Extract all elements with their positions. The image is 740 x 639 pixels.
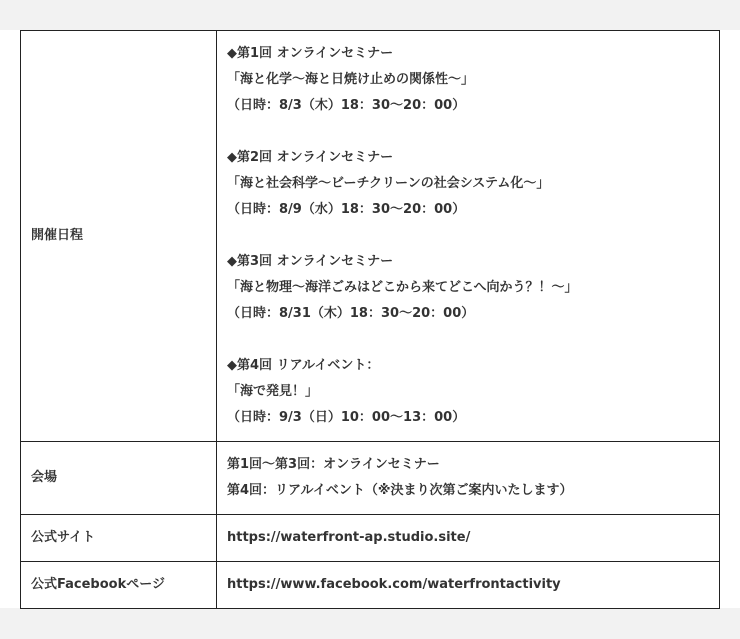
session-title: 「海と社会科学〜ビーチクリーンの社会システム化〜」 [227, 176, 550, 191]
venue-line: 第1回〜第3回：オンラインセミナー [227, 457, 440, 472]
venue-label: 会場 [21, 442, 217, 515]
table-row [21, 562, 720, 609]
facebook-page-label: 公式Facebookページ [21, 562, 217, 609]
event-info-table [20, 30, 720, 609]
content-area [0, 30, 740, 608]
venue-line: 第4回：リアルイベント（※決まり次第ご案内いたします） [227, 483, 573, 498]
official-site-value [217, 515, 720, 562]
facebook-page-link[interactable]: https://www.facebook.com/waterfrontactivity [227, 577, 561, 592]
table-row [21, 442, 720, 515]
session-date: （日時：9/3（日）10：00〜13：00） [227, 410, 466, 425]
session-title: 「海と物理〜海洋ごみはどこから来てどこへ向かう？！〜」 [227, 280, 578, 295]
session-date: （日時：8/3（木）18：30〜20：00） [227, 98, 466, 113]
schedule-label: 開催日程 [21, 31, 217, 442]
facebook-page-value [217, 562, 720, 609]
session-heading: ◆第4回 リアルイベント： [227, 358, 380, 373]
session-spacer [227, 327, 709, 353]
official-site-label: 公式サイト [21, 515, 217, 562]
schedule-value [217, 31, 720, 442]
session-heading: ◆第3回 オンラインセミナー [227, 254, 394, 269]
venue-value [217, 442, 720, 515]
session-title: 「海と化学〜海と日焼け止めの関係性〜」 [227, 72, 475, 87]
session-title: 「海で発見！」 [227, 384, 319, 399]
session-spacer [227, 223, 709, 249]
table-row [21, 31, 720, 442]
session-spacer [227, 119, 709, 145]
table-row [21, 515, 720, 562]
session-heading: ◆第2回 オンラインセミナー [227, 150, 394, 165]
session-date: （日時：8/31（木）18：30〜20：00） [227, 306, 475, 321]
official-site-link[interactable]: https://waterfront-ap.studio.site/ [227, 530, 471, 545]
session-heading: ◆第1回 オンラインセミナー [227, 46, 394, 61]
session-date: （日時：8/9（水）18：30〜20：00） [227, 202, 466, 217]
